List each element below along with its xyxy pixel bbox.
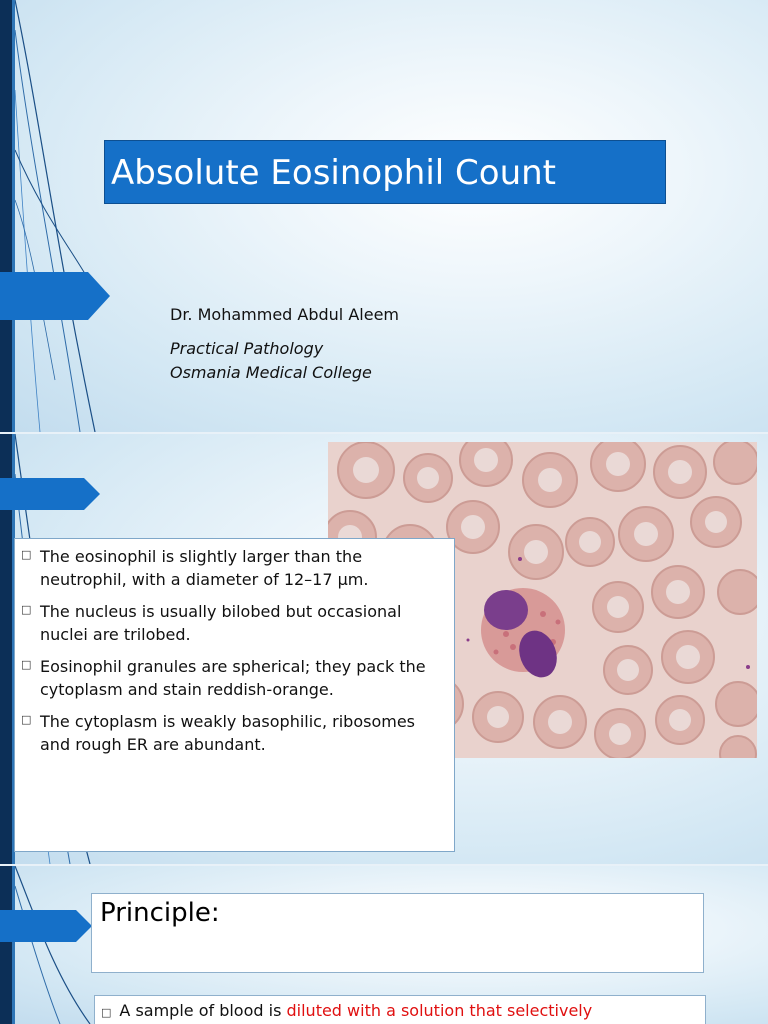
affiliation-college: Osmania Medical College — [170, 363, 372, 382]
bullet-text: Eosinophil granules are spherical; they pack the cytoplasm and stain reddish-orange. — [40, 657, 426, 699]
affiliation — [170, 337, 372, 385]
bullet-icon: □ — [21, 658, 32, 671]
principle-slide — [0, 866, 768, 1024]
left-dark-bar — [0, 866, 12, 1024]
left-dark-bar — [0, 0, 12, 432]
eosinophil-bullets — [14, 538, 455, 852]
principle-highlight: diluted with a solution that selectively — [286, 1001, 593, 1020]
eosinophil-slide — [0, 434, 768, 864]
arrow-tab-icon — [0, 910, 92, 942]
bullet-text: The cytoplasm is weakly basophilic, ribosomes and rough ER are abundant. — [40, 712, 415, 754]
left-accent-bar — [12, 0, 15, 432]
bullet-icon: □ — [21, 548, 32, 561]
bullet-icon: □ — [21, 713, 32, 726]
affiliation-department: Practical Pathology — [170, 339, 324, 358]
list-item — [21, 710, 446, 756]
principle-heading: Principle: — [100, 898, 220, 928]
principle-heading-box — [91, 893, 704, 973]
decorative-swoosh — [0, 0, 110, 432]
principle-text: A sample of blood is — [119, 1001, 287, 1020]
bullet-text: The eosinophil is slightly larger than the neutrophil, with a diameter of 12–17 µm. — [40, 547, 369, 589]
arrow-tab-icon — [0, 272, 110, 320]
list-item — [21, 600, 446, 646]
left-accent-bar — [12, 866, 15, 1024]
arrow-tab-icon — [0, 478, 100, 510]
list-item — [21, 545, 446, 591]
list-item — [21, 655, 446, 701]
bullet-icon: □ — [101, 1006, 112, 1019]
title-slide — [0, 0, 768, 432]
author-name: Dr. Mohammed Abdul Aleem — [170, 305, 399, 324]
principle-text-box — [94, 995, 706, 1024]
slide-title: Absolute Eosinophil Count — [104, 140, 666, 204]
bullet-text: The nucleus is usually bilobed but occasional nuclei are trilobed. — [40, 602, 402, 644]
bullet-icon: □ — [21, 603, 32, 616]
